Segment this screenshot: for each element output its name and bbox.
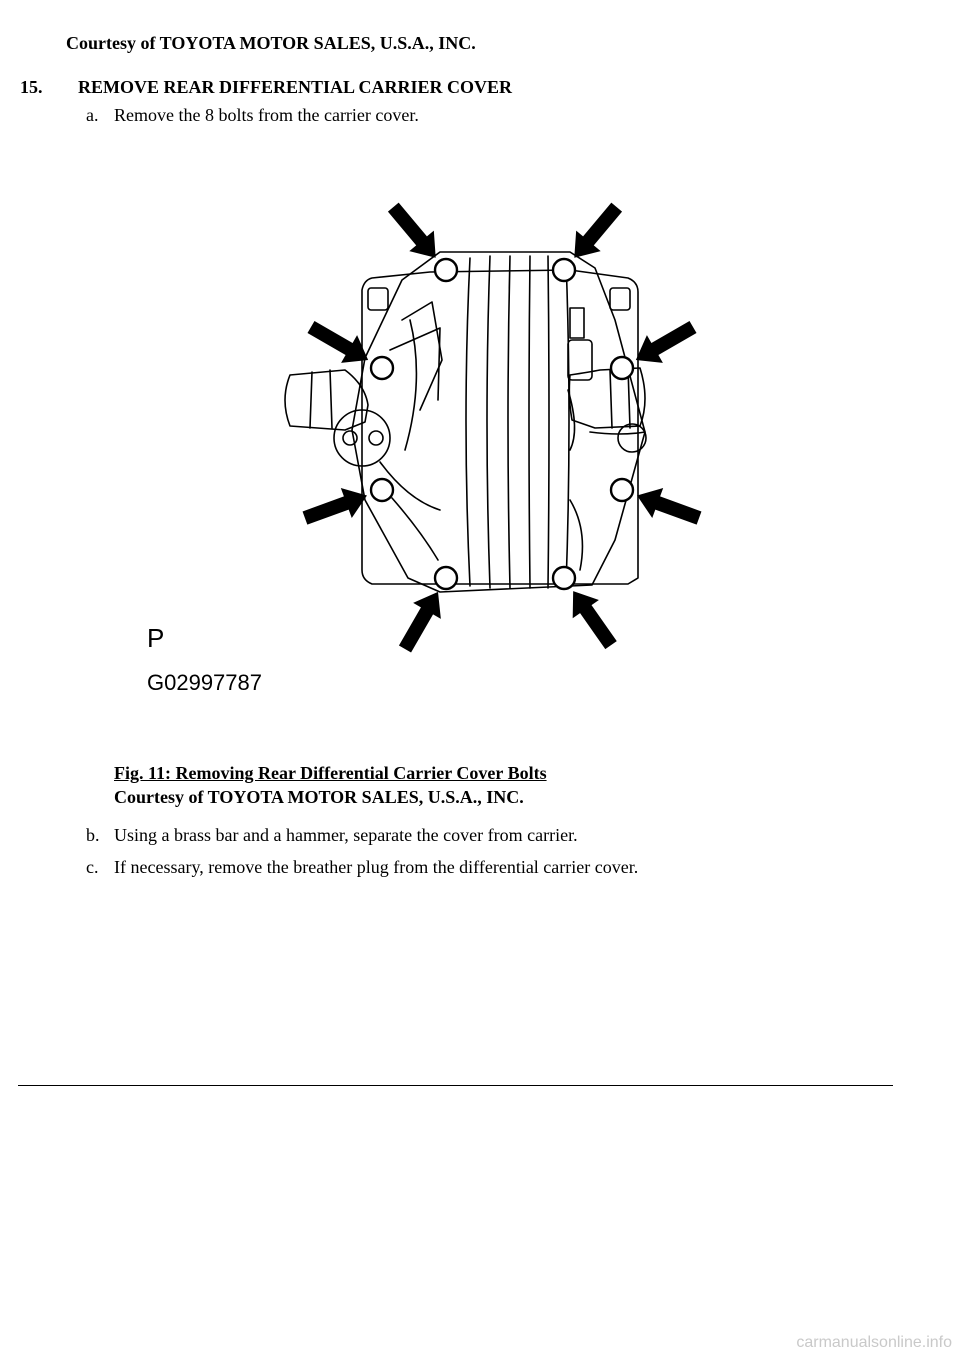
bolt-lower-left: [371, 479, 393, 501]
arrow-top-right: [562, 200, 629, 268]
site-watermark: carmanualsonline.info: [796, 1334, 952, 1351]
differential-cover-illustration: [140, 200, 720, 700]
figure-caption: Fig. 11: Removing Rear Differential Carrier Cover Bolts: [114, 763, 547, 783]
substep-a-letter: a.: [86, 105, 99, 125]
arrow-upper-right: [628, 313, 701, 374]
left-axle-tube: [285, 370, 368, 430]
bolt-bottom-left: [435, 567, 457, 589]
substep-b-letter: b.: [86, 825, 100, 845]
arrow-bottom-right: [560, 582, 624, 654]
footer-divider: [18, 1085, 893, 1086]
arrow-top-left: [381, 200, 448, 268]
arrow-lower-right: [632, 480, 705, 533]
step-title: REMOVE REAR DIFFERENTIAL CARRIER COVER: [78, 77, 513, 97]
substep-c-text: If necessary, remove the breather plug from the differential carrier cover.: [114, 857, 639, 877]
arrow-upper-left: [303, 313, 376, 374]
bolt-bottom-right: [553, 567, 575, 589]
carrier-housing: [362, 270, 638, 584]
courtesy-header: Courtesy of TOYOTA MOTOR SALES, U.S.A., INC.: [66, 33, 476, 53]
bolt-top-right: [553, 259, 575, 281]
bolt-lower-right: [611, 479, 633, 501]
bolt-upper-left: [371, 357, 393, 379]
substep-a-text: Remove the 8 bolts from the carrier cover.: [114, 105, 419, 125]
right-axle-tube: [569, 368, 645, 428]
differential-cover-figure: [140, 200, 720, 700]
arrow-bottom-left: [391, 584, 452, 657]
figure-courtesy: Courtesy of TOYOTA MOTOR SALES, U.S.A., INC.: [114, 787, 524, 807]
substep-c-letter: c.: [86, 857, 99, 877]
substep-b-text: Using a brass bar and a hammer, separate the cover from carrier.: [114, 825, 578, 845]
step-number: 15.: [20, 77, 43, 97]
bolt-upper-right: [611, 357, 633, 379]
bolt-top-left: [435, 259, 457, 281]
figure-label: P: [147, 623, 165, 653]
figure-code: G02997787: [147, 670, 262, 695]
carrier-cover: [352, 252, 645, 592]
